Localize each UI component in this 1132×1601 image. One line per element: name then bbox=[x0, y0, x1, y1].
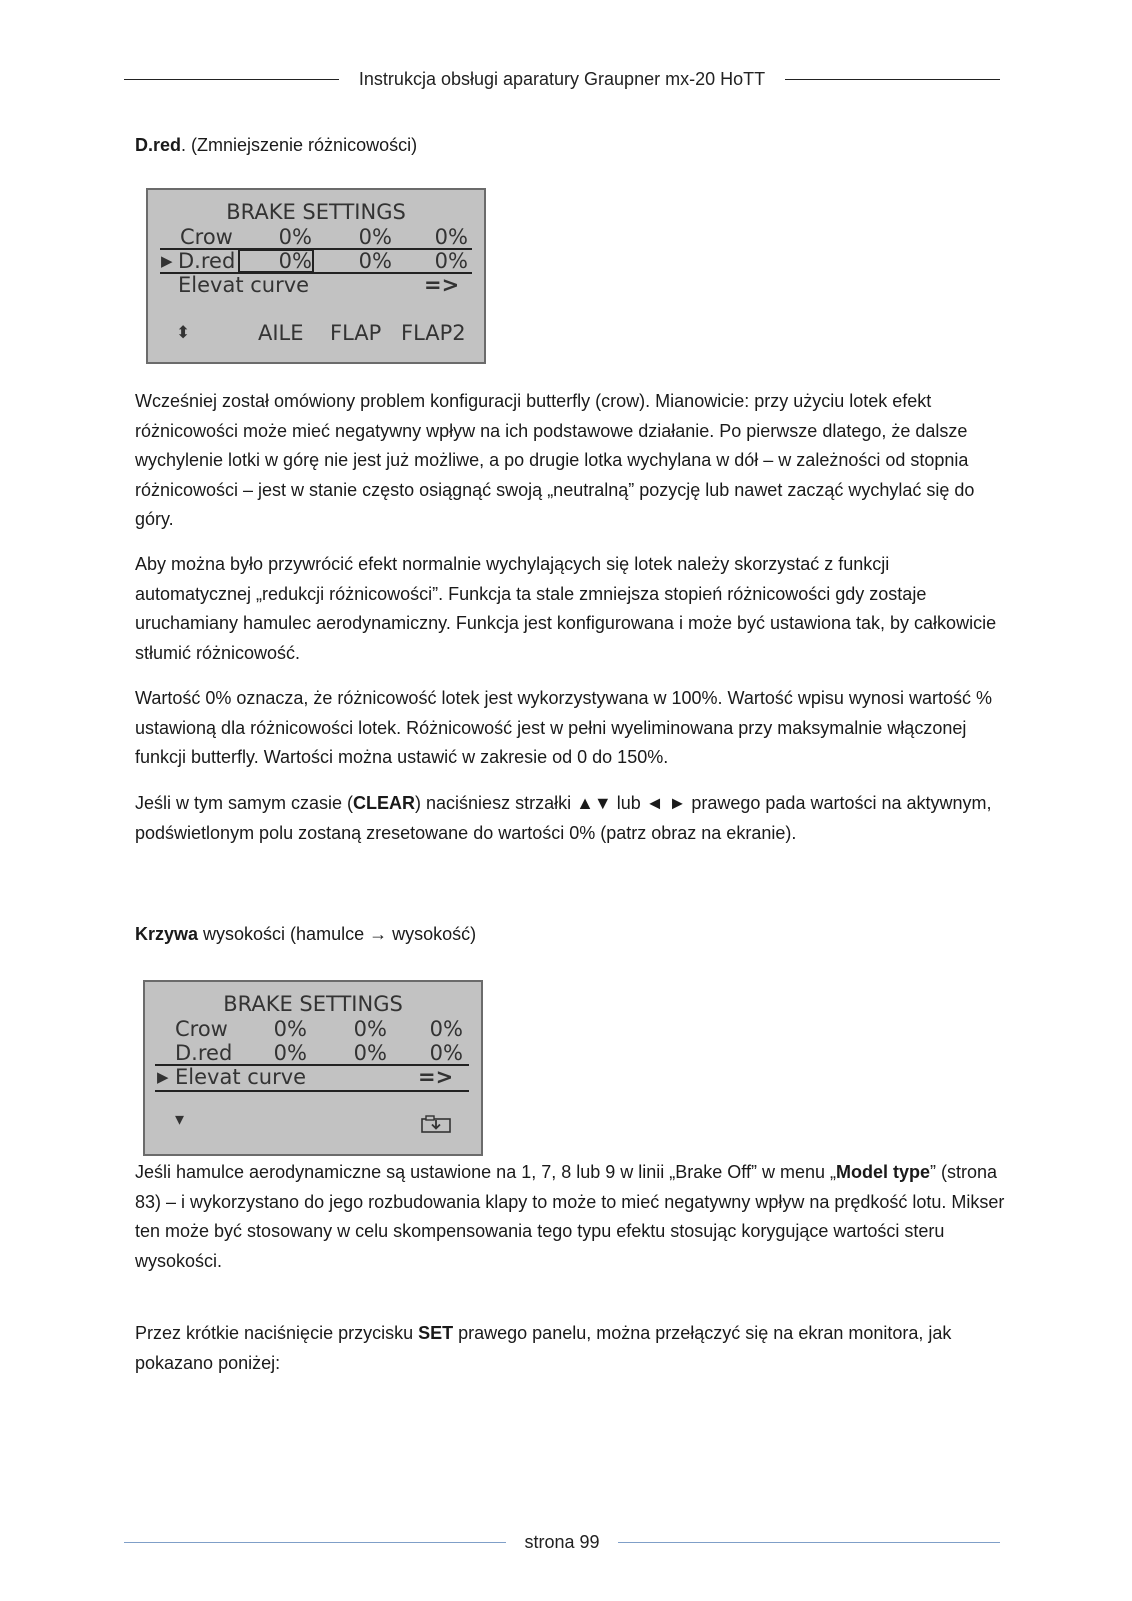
lcd-row-dred bbox=[145, 1041, 481, 1065]
page-number: strona 99 bbox=[524, 1531, 600, 1552]
lcd-bottom-row bbox=[148, 321, 484, 345]
lcd-value: 0% bbox=[273, 1041, 307, 1065]
lcd-value: 0% bbox=[358, 249, 392, 273]
lcd-selection-box bbox=[238, 249, 314, 273]
text-span: Przez krótkie naciśnięcie przycisku bbox=[135, 1323, 419, 1343]
section-heading-bold: Krzywa bbox=[135, 924, 199, 944]
lcd-enter-arrow-icon: => bbox=[418, 1065, 454, 1089]
lcd-value: 0% bbox=[353, 1017, 387, 1041]
lcd-value: 0% bbox=[434, 249, 468, 273]
lcd-col-flap: FLAP bbox=[330, 321, 382, 345]
down-arrow-icon: ▾ bbox=[175, 1109, 185, 1130]
lcd-value: 0% bbox=[273, 1017, 307, 1041]
lcd-row-label: Elevat curve bbox=[175, 1065, 307, 1089]
lcd-title: BRAKE SETTINGS bbox=[226, 200, 406, 224]
lcd-row-elevat bbox=[148, 273, 484, 297]
paragraph bbox=[135, 789, 1005, 848]
lcd-row-label: D.red bbox=[178, 249, 236, 273]
bold-span: Model type bbox=[836, 1162, 931, 1182]
header-title: Instrukcja obsługi aparatury Graupner mx-20 HoTT bbox=[358, 68, 766, 89]
text-span: ) naciśniesz strzałki ▲▼ lub ◄ ► prawego pada wartości na aktywnym, podświetlonym polu zostaną zresetowane do wartości 0% (patrz obraz na ekranie). bbox=[135, 793, 992, 843]
text-span: ” (strona 83) – i wykorzystano do jego rozbudowania klapy to może to mieć negatywny wpływ na prędkość lotu. Mikser ten może być stosowany w celu skompensowania tego typu efektu stosując korygujące wartości steru wysokości. bbox=[135, 1162, 1005, 1271]
text-span: prawego panelu, można przełączyć się na ekran monitora, jak pokazano poniżej: bbox=[135, 1323, 952, 1373]
enter-function-icon bbox=[421, 1114, 451, 1138]
section-heading-bold: D.red bbox=[135, 135, 182, 155]
text-span: Jeśli hamulce aerodynamiczne są ustawione na 1, 7, 8 lub 9 w linii „Brake Off” w menu „ bbox=[135, 1162, 836, 1182]
paragraph bbox=[135, 1319, 1005, 1378]
lcd-row-label: Elevat curve bbox=[178, 273, 310, 297]
lcd-row-label: Crow bbox=[180, 225, 233, 249]
section-heading-krzywa bbox=[135, 922, 476, 946]
page-footer bbox=[124, 1529, 1000, 1555]
paragraph: Wartość 0% oznacza, że różnicowość lotek jest wykorzystywana w 100%. Wartość wpisu wynosi wartość % ustawioną dla różnicowości lotek. Różnicowość jest w pełni wyeliminowana przy maksymalnie włączonej funkcji butterfly. Wartości można ustawić w zakresie od 0 do 150%. bbox=[135, 688, 992, 767]
lcd-row-crow bbox=[148, 225, 484, 249]
lcd-divider bbox=[155, 1090, 469, 1092]
lcd-title: BRAKE SETTINGS bbox=[223, 992, 403, 1016]
paragraph bbox=[135, 1158, 1005, 1276]
lcd-value: 0% bbox=[434, 225, 468, 249]
lcd-screen-dred bbox=[146, 188, 486, 364]
bold-span: CLEAR bbox=[353, 793, 416, 813]
lcd-screen-elevat bbox=[143, 980, 483, 1156]
lcd-value: 0% bbox=[358, 225, 392, 249]
lcd-value: 0% bbox=[429, 1041, 463, 1065]
section-heading-dred bbox=[135, 133, 417, 157]
header-rule-left bbox=[124, 79, 339, 80]
bold-span: SET bbox=[418, 1323, 454, 1343]
paragraph: Wcześniej został omówiony problem konfiguracji butterfly (crow). Mianowicie: przy użyciu lotek efekt różnicowości może mieć negatywny wpływ na ich podstawowe działanie. Po pierwsze dlatego, że dalsze wychylenie lotki w górę nie jest już możliwe, a po drugie lotka wychylana w dół – w zależności od stopnia różnicowości – jest w stanie często osiągnąć swoją „neutralną” pozycję lub nawet zacząć wychylać się do góry. bbox=[135, 391, 975, 529]
lcd-row-label: D.red bbox=[175, 1041, 233, 1065]
lcd-cursor-icon: ▶ bbox=[157, 1068, 169, 1086]
updown-arrows-icon: ⬍ bbox=[176, 323, 191, 343]
lcd-value: 0% bbox=[278, 225, 312, 249]
lcd-bottom-row bbox=[145, 1108, 481, 1132]
header-rule-right bbox=[785, 79, 1000, 80]
lcd-row-label: Crow bbox=[175, 1017, 228, 1041]
lcd-value: 0% bbox=[353, 1041, 387, 1065]
lcd-value: 0% bbox=[278, 249, 312, 273]
lcd-row-crow bbox=[145, 1017, 481, 1041]
footer-rule-right bbox=[618, 1542, 1000, 1543]
lcd-row-elevat bbox=[145, 1065, 481, 1089]
paragraph: Aby można było przywrócić efekt normalnie wychylających się lotek należy skorzystać z funkcji automatycznej „redukcji różnicowości”. Funkcja ta stale zmniejsza stopień różnicowości gdy zostaje uruchamiany hamulec aerodynamiczny. Funkcja jest konfigurowana i może być ustawiona tak, by całkowicie stłumić różnicowość. bbox=[135, 554, 997, 663]
lcd-col-flap2: FLAP2 bbox=[401, 321, 466, 345]
page-header bbox=[124, 66, 1000, 92]
lcd-row-dred bbox=[148, 249, 484, 273]
lcd-enter-arrow-icon: => bbox=[424, 273, 460, 297]
text-span: Jeśli w tym samym czasie ( bbox=[135, 793, 354, 813]
section-heading-text: wysokości (hamulce → wysokość) bbox=[198, 924, 477, 944]
lcd-cursor-icon: ▶ bbox=[161, 252, 173, 270]
lcd-col-aile: AILE bbox=[258, 321, 304, 345]
section-heading-text: . (Zmniejszenie różnicowości) bbox=[181, 135, 418, 155]
footer-rule-left bbox=[124, 1542, 506, 1543]
lcd-value: 0% bbox=[429, 1017, 463, 1041]
